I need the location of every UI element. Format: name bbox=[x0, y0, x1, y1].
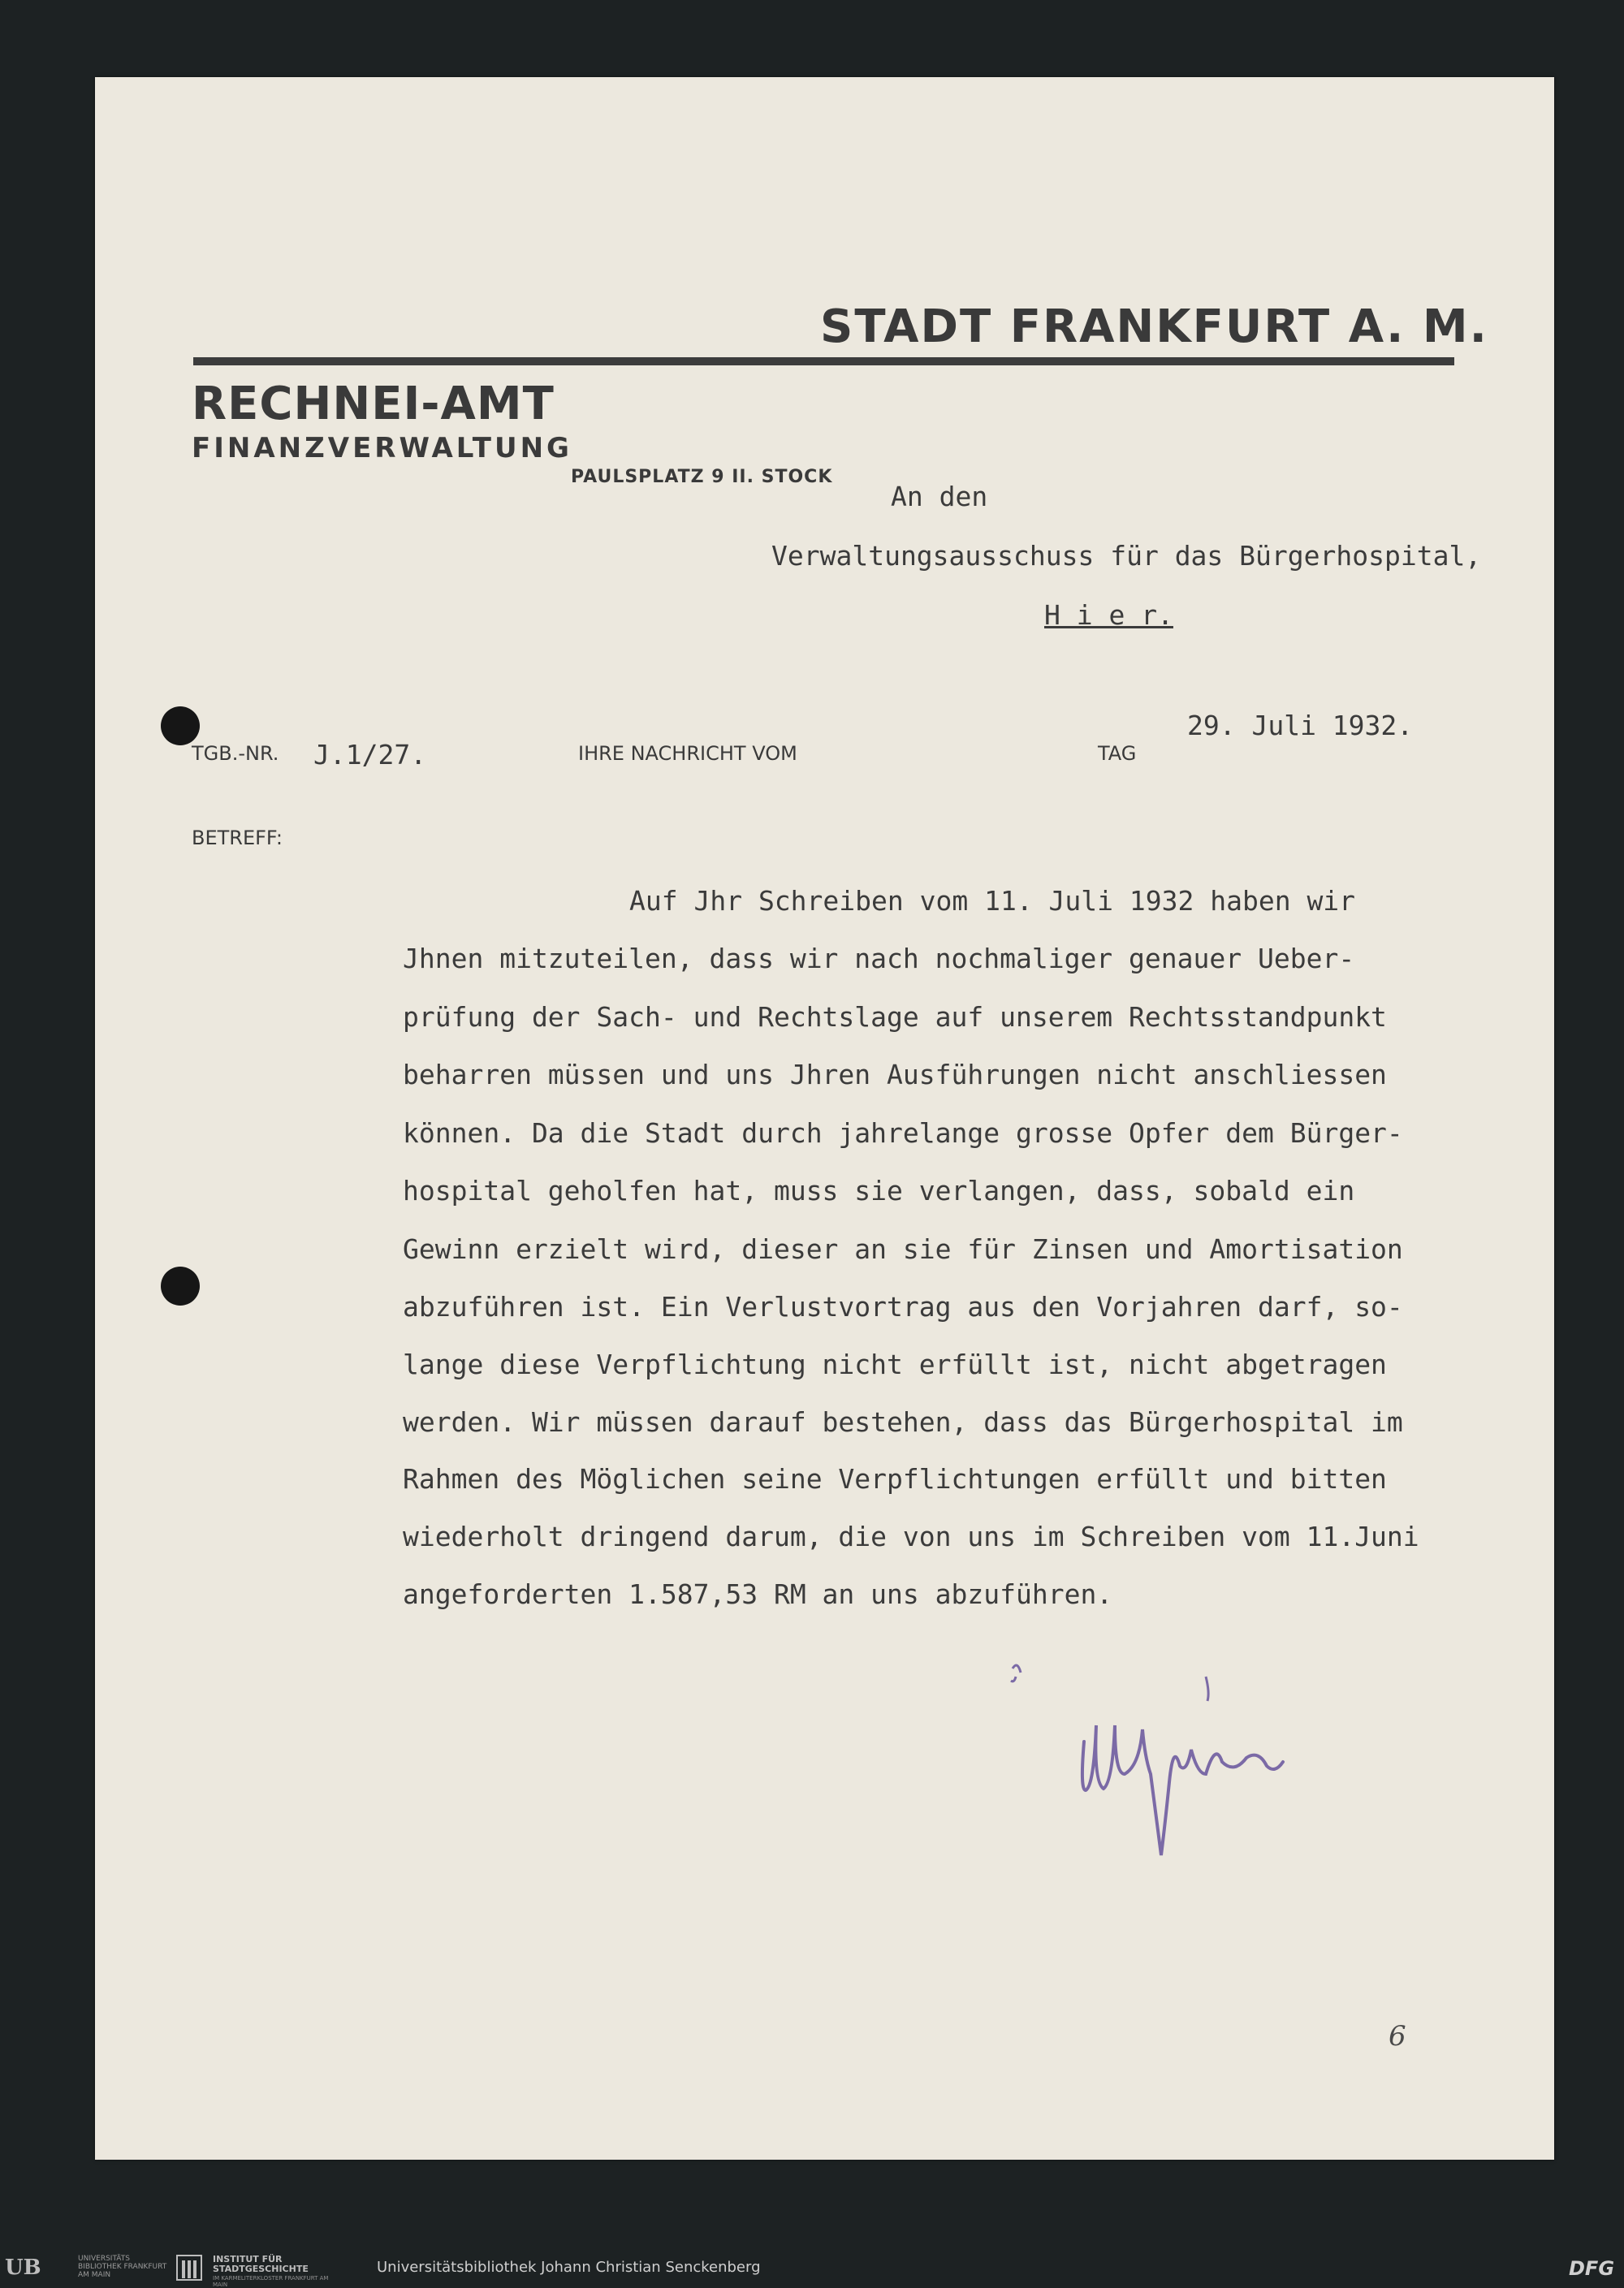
institute-name: INSTITUT FÜR STADTGESCHICHTE bbox=[213, 2254, 309, 2274]
body-line: angeforderten 1.587,53 RM an uns abzuführen. bbox=[403, 1578, 1113, 1610]
recipient-line-3: H i e r. bbox=[1044, 599, 1173, 631]
punch-hole-top bbox=[161, 706, 200, 745]
body-line: Jhnen mitzuteilen, dass wir nach nochmaliger genauer Ueber- bbox=[403, 943, 1355, 974]
body-line: Rahmen des Möglichen seine Verpflichtungen erfüllt und bitten bbox=[403, 1463, 1387, 1495]
office-name: RECHNEI-AMT bbox=[192, 378, 555, 430]
footer-bar bbox=[0, 2251, 1624, 2287]
body-line: hospital geholfen hat, muss sie verlangen, dass, sobald ein bbox=[403, 1175, 1355, 1207]
page-number: 6 bbox=[1389, 2020, 1406, 2053]
library-name: Universitätsbibliothek Johann Christian Senckenberg bbox=[377, 2259, 761, 2276]
body-line: lange diese Verpflichtung nicht erfüllt ist, nicht abgetragen bbox=[403, 1349, 1387, 1380]
tgb-number: J.1/27. bbox=[313, 739, 427, 771]
office-address: PAULSPLATZ 9 II. STOCK bbox=[571, 467, 833, 487]
tgb-label: TGB.-NR. bbox=[192, 742, 279, 765]
day-label: TAG bbox=[1098, 742, 1137, 765]
body-line: beharren müssen und uns Jhren Ausführungen nicht anschliessen bbox=[403, 1059, 1387, 1090]
subject-label: BETREFF: bbox=[192, 827, 283, 849]
body-line: Auf Jhr Schreiben vom 11. Juli 1932 haben wir bbox=[629, 885, 1356, 917]
punch-hole-bottom bbox=[161, 1267, 200, 1306]
department-name: FINANZVERWALTUNG bbox=[192, 432, 572, 464]
dfg-logo: DFG bbox=[1569, 2257, 1615, 2280]
recipient-line-2: Verwaltungsausschuss für das Bürgerhospital, bbox=[771, 540, 1482, 572]
message-date-label: IHRE NACHRICHT VOM bbox=[578, 742, 797, 765]
body-line: abzuführen ist. Ein Verlustvortrag aus den Vorjahren darf, so- bbox=[403, 1291, 1403, 1323]
body-line: wiederholt dringend darum, die von uns im Schreiben vom 11.Juni bbox=[403, 1521, 1419, 1552]
letter-date: 29. Juli 1932. bbox=[1187, 710, 1414, 741]
letterhead-rule bbox=[193, 357, 1454, 365]
institute-subtitle: IM KARMELITERKLOSTER FRANKFURT AM MAIN bbox=[213, 2275, 329, 2288]
recipient-line-1: An den bbox=[891, 481, 988, 512]
body-line: werden. Wir müssen darauf bestehen, dass das Bürgerhospital im bbox=[403, 1406, 1403, 1438]
ub-logo-text: UNIVERSITÄTS BIBLIOTHEK FRANKFURT AM MAIN bbox=[78, 2255, 167, 2279]
body-line: prüfung der Sach- und Rechtslage auf unserem Rechtsstandpunkt bbox=[403, 1001, 1387, 1033]
handwritten-signature bbox=[1003, 1652, 1384, 1871]
ub-logo-icon: UB bbox=[5, 2256, 41, 2280]
institute-logo-icon bbox=[175, 2254, 203, 2282]
body-line: Gewinn erzielt wird, dieser an sie für Zinsen und Amortisation bbox=[403, 1233, 1403, 1265]
city-heading: STADT FRANKFURT A. M. bbox=[820, 300, 1488, 353]
body-line: können. Da die Stadt durch jahrelange grosse Opfer dem Bürger- bbox=[403, 1117, 1403, 1149]
